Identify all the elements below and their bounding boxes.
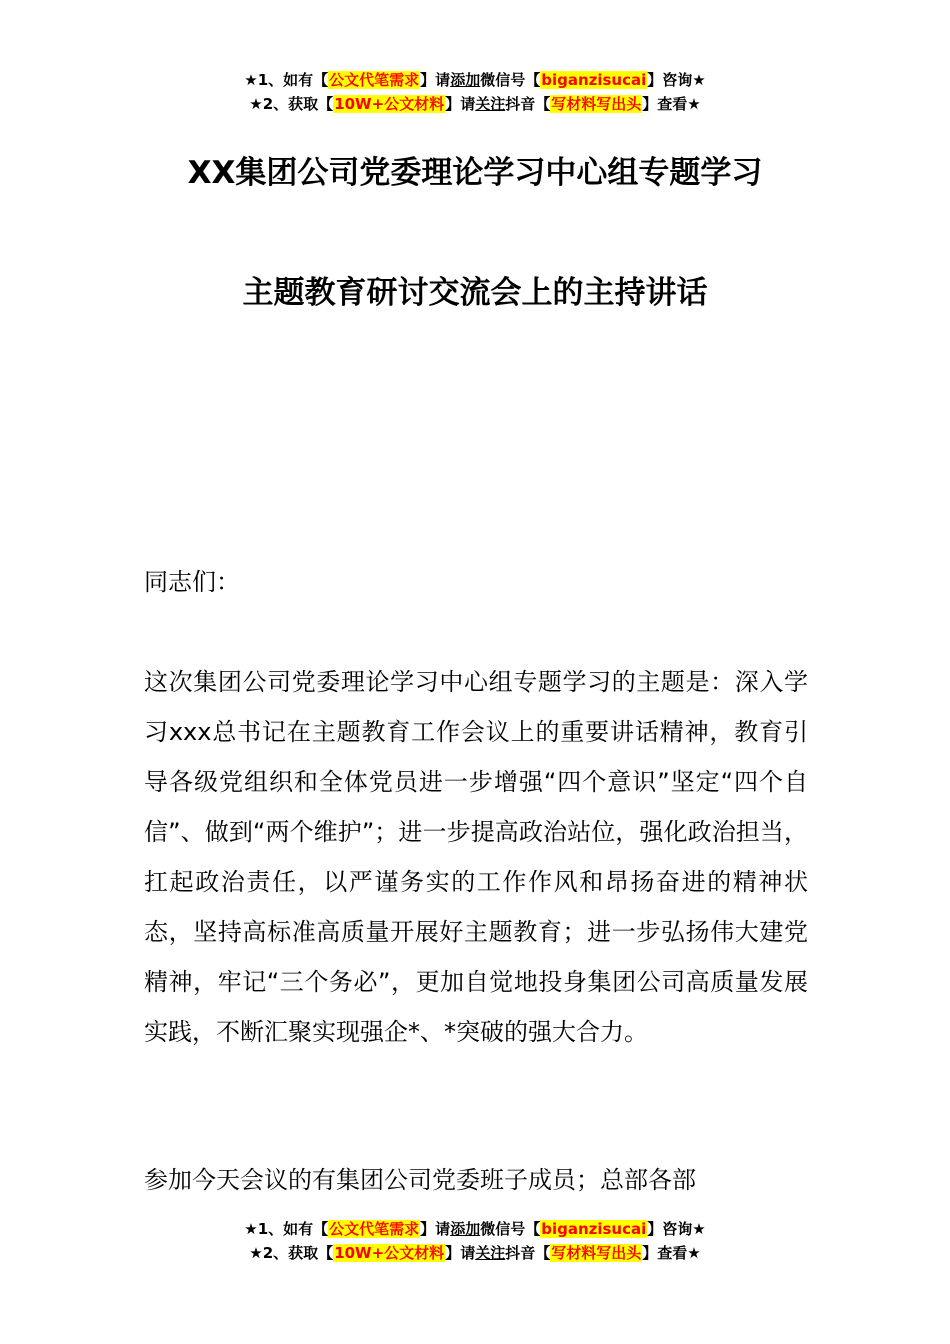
banner-underlined: 添加 (450, 71, 481, 89)
document-title-line-1: XX集团公司党委理论学习中心组专题学习 (187, 155, 763, 191)
banner-line-2 (0, 92, 950, 116)
banner-underlined: 添加 (450, 1220, 481, 1238)
banner-highlight: 写材料写出头 (551, 1244, 642, 1262)
banner-highlight: 10W+公文材料 (334, 95, 445, 113)
header-banner (0, 68, 950, 116)
greeting: 同志们： (144, 568, 240, 596)
banner-text: 微信号【 (480, 71, 541, 89)
banner-text: 】咨询★ (647, 71, 706, 89)
banner-text: ★2、获取【 (249, 1244, 334, 1262)
banner-text: 】请 (420, 1220, 451, 1238)
banner-highlight: biganzisucai (541, 1220, 647, 1238)
banner-line-1 (0, 68, 950, 92)
banner-text: 】请 (445, 1244, 476, 1262)
banner-text: 】咨询★ (647, 1220, 706, 1238)
banner-text: 】查看★ (642, 1244, 701, 1262)
banner-highlight: biganzisucai (541, 71, 647, 89)
banner-underlined: 关注 (475, 95, 506, 113)
banner-text: ★1、如有【 (244, 1220, 329, 1238)
paragraph-2: 参加今天会议的有集团公司党委班子成员；总部各部 (144, 1166, 696, 1194)
footer-banner (0, 1217, 950, 1265)
banner-line-1 (0, 1217, 950, 1241)
banner-highlight: 公文代笔需求 (329, 71, 420, 89)
banner-highlight: 公文代笔需求 (329, 1220, 420, 1238)
banner-text: 抖音【 (505, 95, 551, 113)
banner-text: 】查看★ (642, 95, 701, 113)
banner-text: ★1、如有【 (244, 71, 329, 89)
banner-line-2 (0, 1241, 950, 1265)
banner-highlight: 写材料写出头 (551, 95, 642, 113)
paragraph-1: 这次集团公司党委理论学习中心组专题学习的主题是：深入学习xxx总书记在主题教育工作会议上的重要讲话精神，教育引导各级党组织和全体党员进一步增强“四个意识”坚定“四个自信”、做到“两个维护”；进一步提高政治站位，强化政治担当，扛起政治责任，以严谨务实的工作作风和昂扬奋进的精神状态，坚持高标准高质量开展好主题教育；进一步弘扬伟大建党精神，牢记“三个务必”，更加自觉地投身集团公司高质量发展实践，不断汇聚实现强企*、*突破的强大合力。 (144, 668, 808, 1046)
banner-text: 抖音【 (505, 1244, 551, 1262)
banner-text: 】请 (445, 95, 476, 113)
banner-text: 】请 (420, 71, 451, 89)
banner-underlined: 关注 (475, 1244, 506, 1262)
document-title-line-2: 主题教育研讨交流会上的主持讲话 (242, 275, 708, 311)
banner-text: 微信号【 (480, 1220, 541, 1238)
banner-text: ★2、获取【 (249, 95, 334, 113)
banner-highlight: 10W+公文材料 (334, 1244, 445, 1262)
